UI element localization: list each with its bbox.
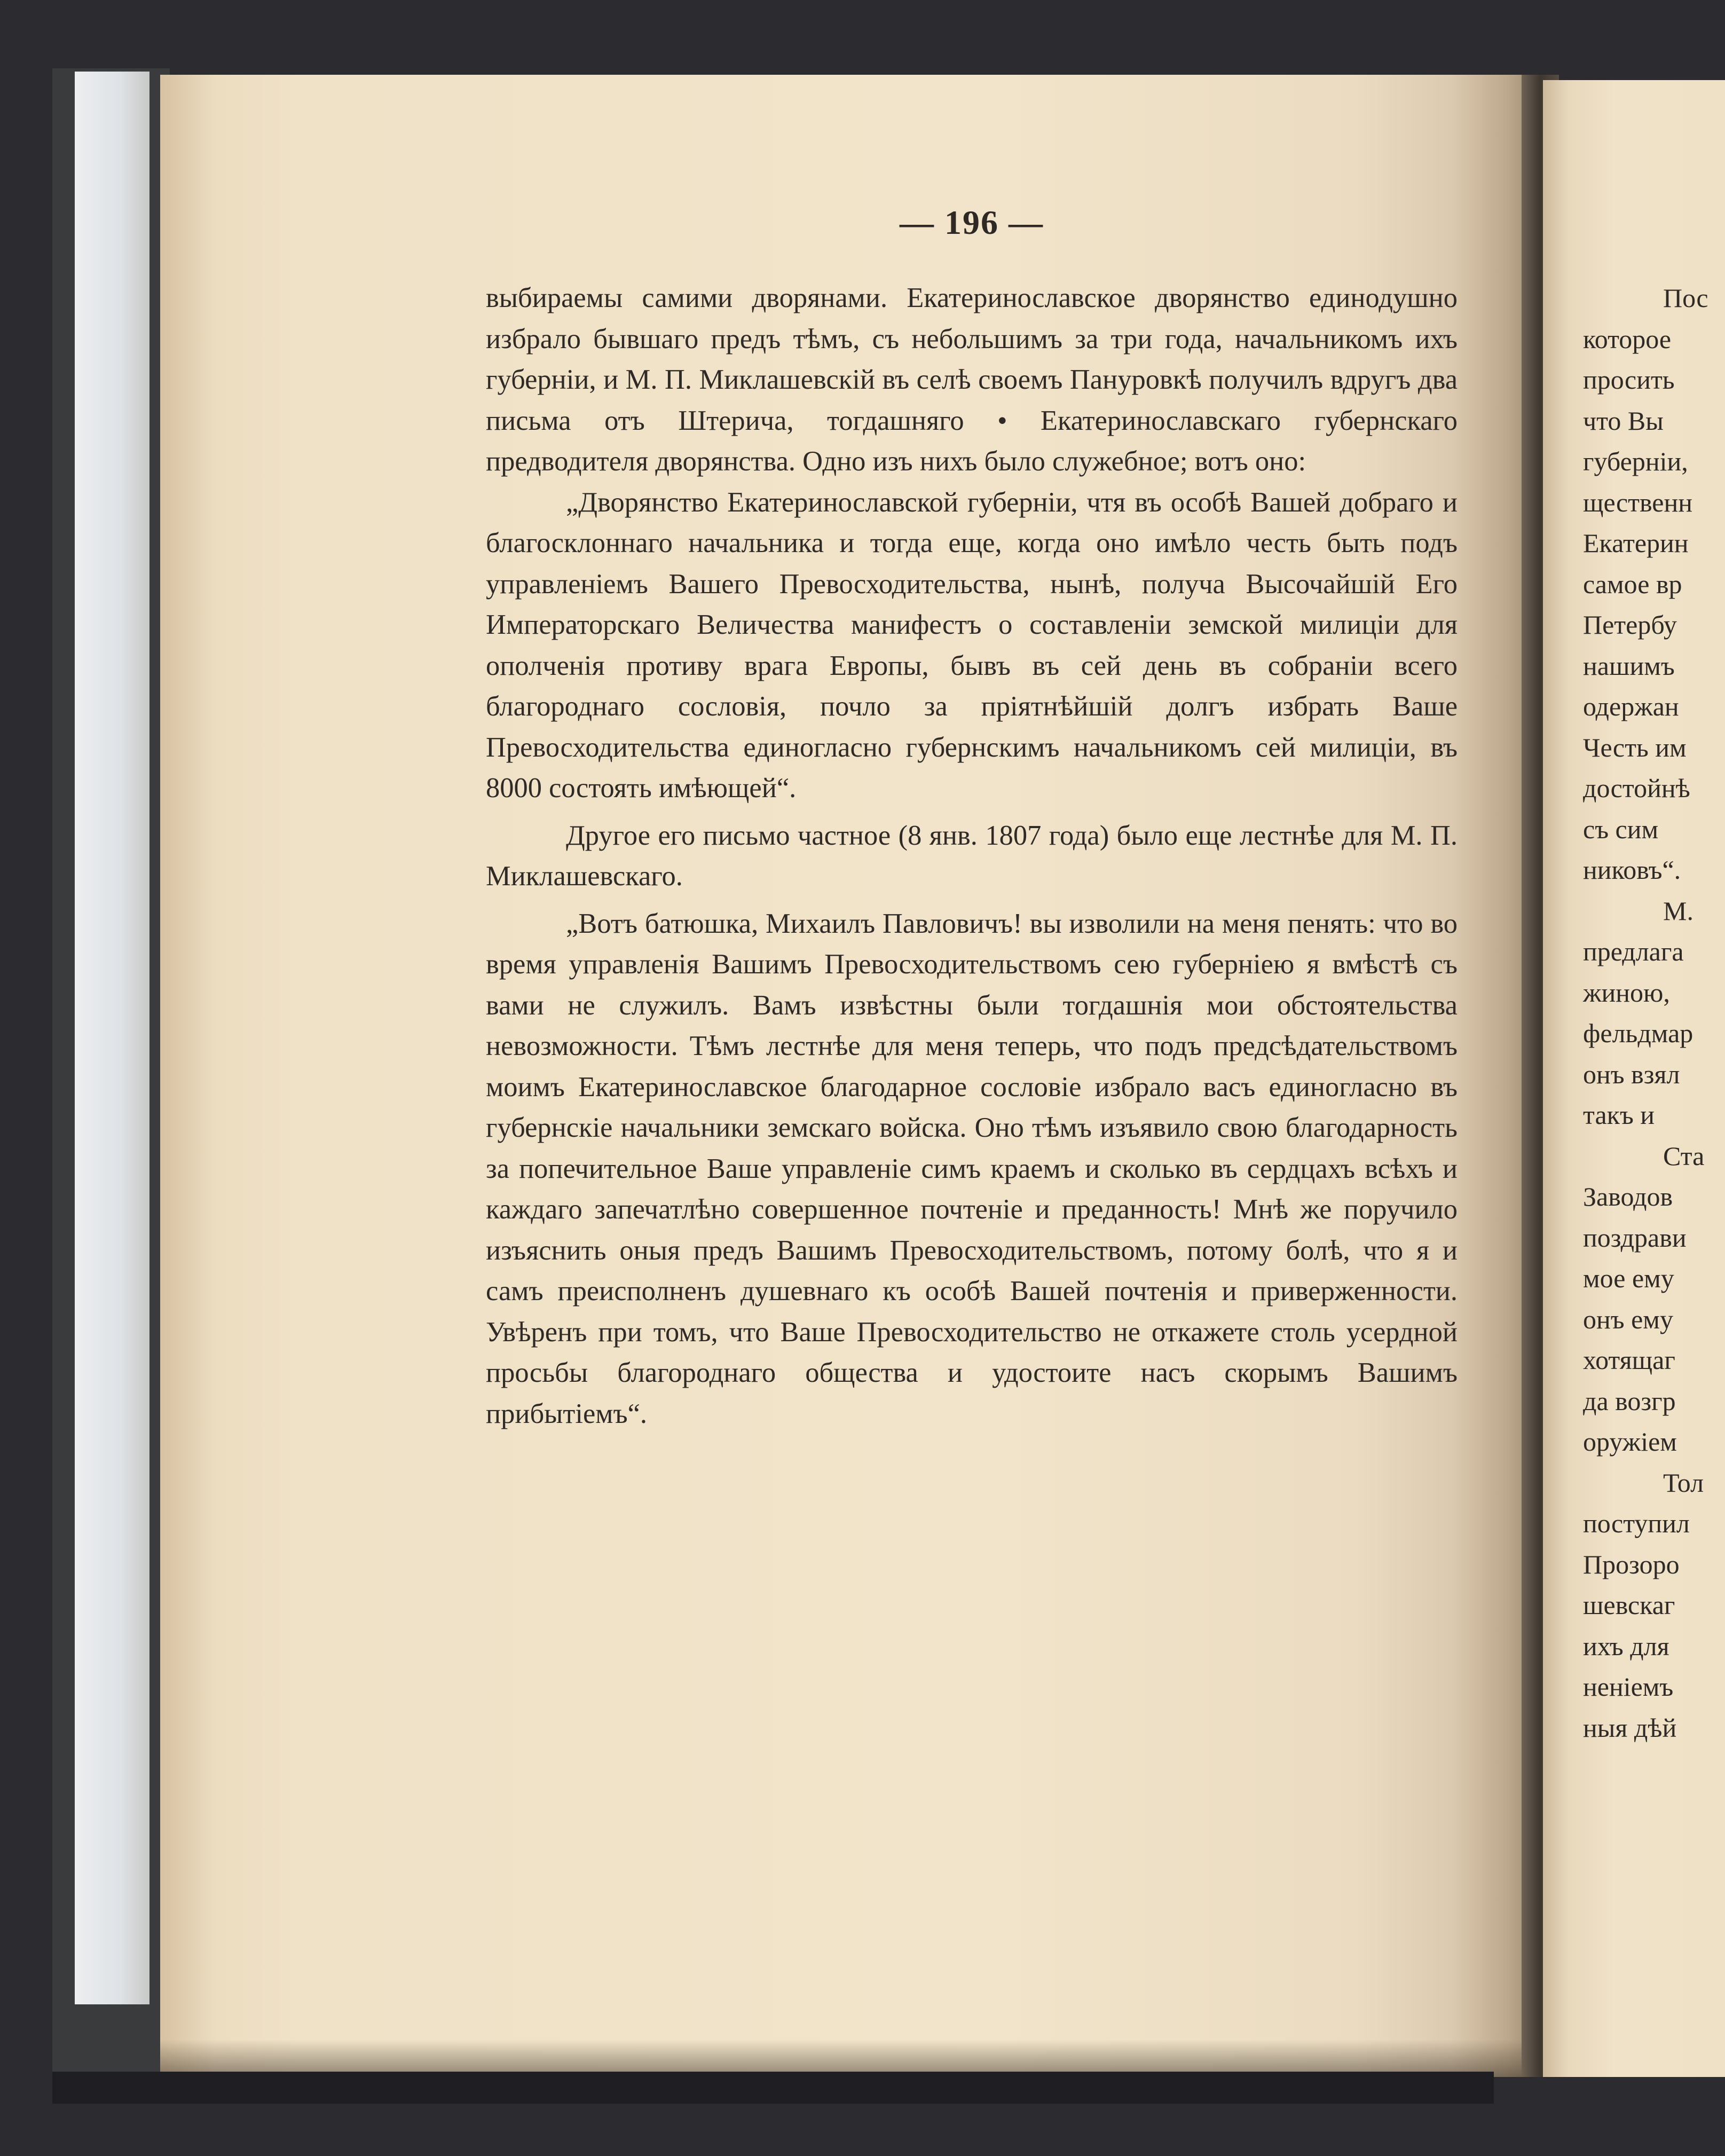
text-fragment: фельдмар <box>1583 1018 1694 1048</box>
text-fragment: да возгр <box>1583 1386 1676 1416</box>
text-fragment: никовъ“. <box>1583 855 1681 885</box>
text-fragment: мое ему <box>1583 1263 1674 1293</box>
text-fragment: шевскаг <box>1583 1590 1675 1620</box>
page-number: — 196 — <box>900 203 1044 241</box>
text-fragment: съ сим <box>1583 814 1659 844</box>
text-fragment: такъ и <box>1583 1100 1655 1130</box>
text-fragment: Заводов <box>1583 1182 1673 1211</box>
text-fragment: щественн <box>1583 487 1693 517</box>
text-fragment: ныя дѣй <box>1583 1712 1677 1743</box>
paragraph: выбираемы самими дворянами. Екатеринославское дворянство единодушно избрало бывшаго предъ тѣмъ, съ небольшимъ за три года, начальникомъ ихъ губерніи, и М. П. Миклашевскій въ селѣ своемъ Пануровкѣ получилъ вдругъ два письма отъ Штерича, тогдашняго • Екатеринославскаго губернскаго предводителя дворянства. Одно изъ нихъ было служебное; вотъ оно: <box>486 282 1458 477</box>
text-fragment: оружіем <box>1583 1427 1677 1457</box>
text-fragment: Ста <box>1663 1140 1705 1171</box>
flyleaf-edge <box>75 72 149 2004</box>
text-fragment: нашимъ <box>1583 650 1675 681</box>
text-fragment: губерніи, <box>1583 446 1688 476</box>
text-fragment: Петербу <box>1583 610 1677 640</box>
text-fragment: одержан <box>1583 691 1679 721</box>
text-fragment: Тол <box>1663 1467 1704 1498</box>
text-fragment: ихъ для <box>1583 1631 1669 1661</box>
page-text <box>486 278 1458 1434</box>
text-fragment: которое <box>1583 324 1672 354</box>
text-fragment: предлага <box>1583 937 1684 966</box>
paragraph: Другое его письмо частное (8 янв. 1807 года) было еще лестнѣе для М. П. Миклашевскаго. <box>486 820 1458 892</box>
text-fragment: самое вр <box>1583 569 1682 599</box>
text-fragment: просить <box>1583 365 1675 395</box>
text-fragment: достойнѣ <box>1583 773 1690 803</box>
text-fragment: поступил <box>1583 1508 1690 1538</box>
text-fragment: Прозоро <box>1583 1549 1680 1579</box>
text-fragment: Екатерин <box>1583 528 1689 558</box>
text-fragment: жиною, <box>1583 977 1670 1008</box>
facing-page-text <box>1583 278 1725 1748</box>
text-fragment: хотящаг <box>1583 1345 1675 1375</box>
text-fragment: онъ взял <box>1583 1059 1680 1089</box>
text-fragment: что Вы <box>1583 405 1664 436</box>
text-fragment: Честь им <box>1583 732 1687 762</box>
page-bottom-shadow <box>52 2072 1494 2104</box>
paragraph: „Дворянство Екатеринославской губерніи, чтя въ особѣ Вашей добраго и благосклоннаго начальника и тогда еще, когда оно имѣло честь быть подъ управленіемъ Вашего Превосходительства, нынѣ, получа Высочайшій Его Императорскаго Величества манифестъ о составленіи земской милиціи для ополченія противу врага Европы, бывъ въ сей день въ собраніи всего благороднаго сословія, почло за пріятнѣйшій долгъ избрать Ваше Превосходительства единогласно губернскимъ начальникомъ сей милиціи, въ 8000 состоять имѣющей“. <box>486 486 1458 804</box>
text-fragment: онъ ему <box>1583 1304 1673 1334</box>
text-fragment: поздрави <box>1583 1222 1687 1253</box>
paragraph: „Вотъ батюшка, Михаилъ Павловичъ! вы изволили на меня пенять: что во время управленія Вашимъ Превосходительствомъ сею губерніею я вмѣстѣ съ вами не служилъ. Вамъ извѣстны были тогдашнія мои обстоятельства невозможности. Тѣмъ лестнѣе для меня теперь, что подъ предсѣдательствомъ моимъ Екатеринославское благодарное сословіе избрало васъ единогласно въ губернскіе начальники земскаго войска. Оно тѣмъ изъявило свою благодарность за попечительное Ваше управленіе симъ краемъ и сколько въ сердцахъ всѣхъ и каждаго запечатлѣно совершенное почтеніе и преданность! Мнѣ же поручило изъяснить оныя предъ Вашимъ Превосходительствомъ, потому болѣ, что я и самъ преисполненъ душевнаго къ особѣ Вашей почтенія и приверженности. Увѣренъ при томъ, что Ваше Превосходительство не откажете столь усердной просьбы благороднаго общества и удостоите насъ скорымъ Вашимъ прибытіемъ“. <box>486 908 1458 1429</box>
text-fragment: Пос <box>1663 283 1708 313</box>
text-fragment: М. <box>1663 895 1694 926</box>
text-fragment: неніемъ <box>1583 1672 1674 1702</box>
